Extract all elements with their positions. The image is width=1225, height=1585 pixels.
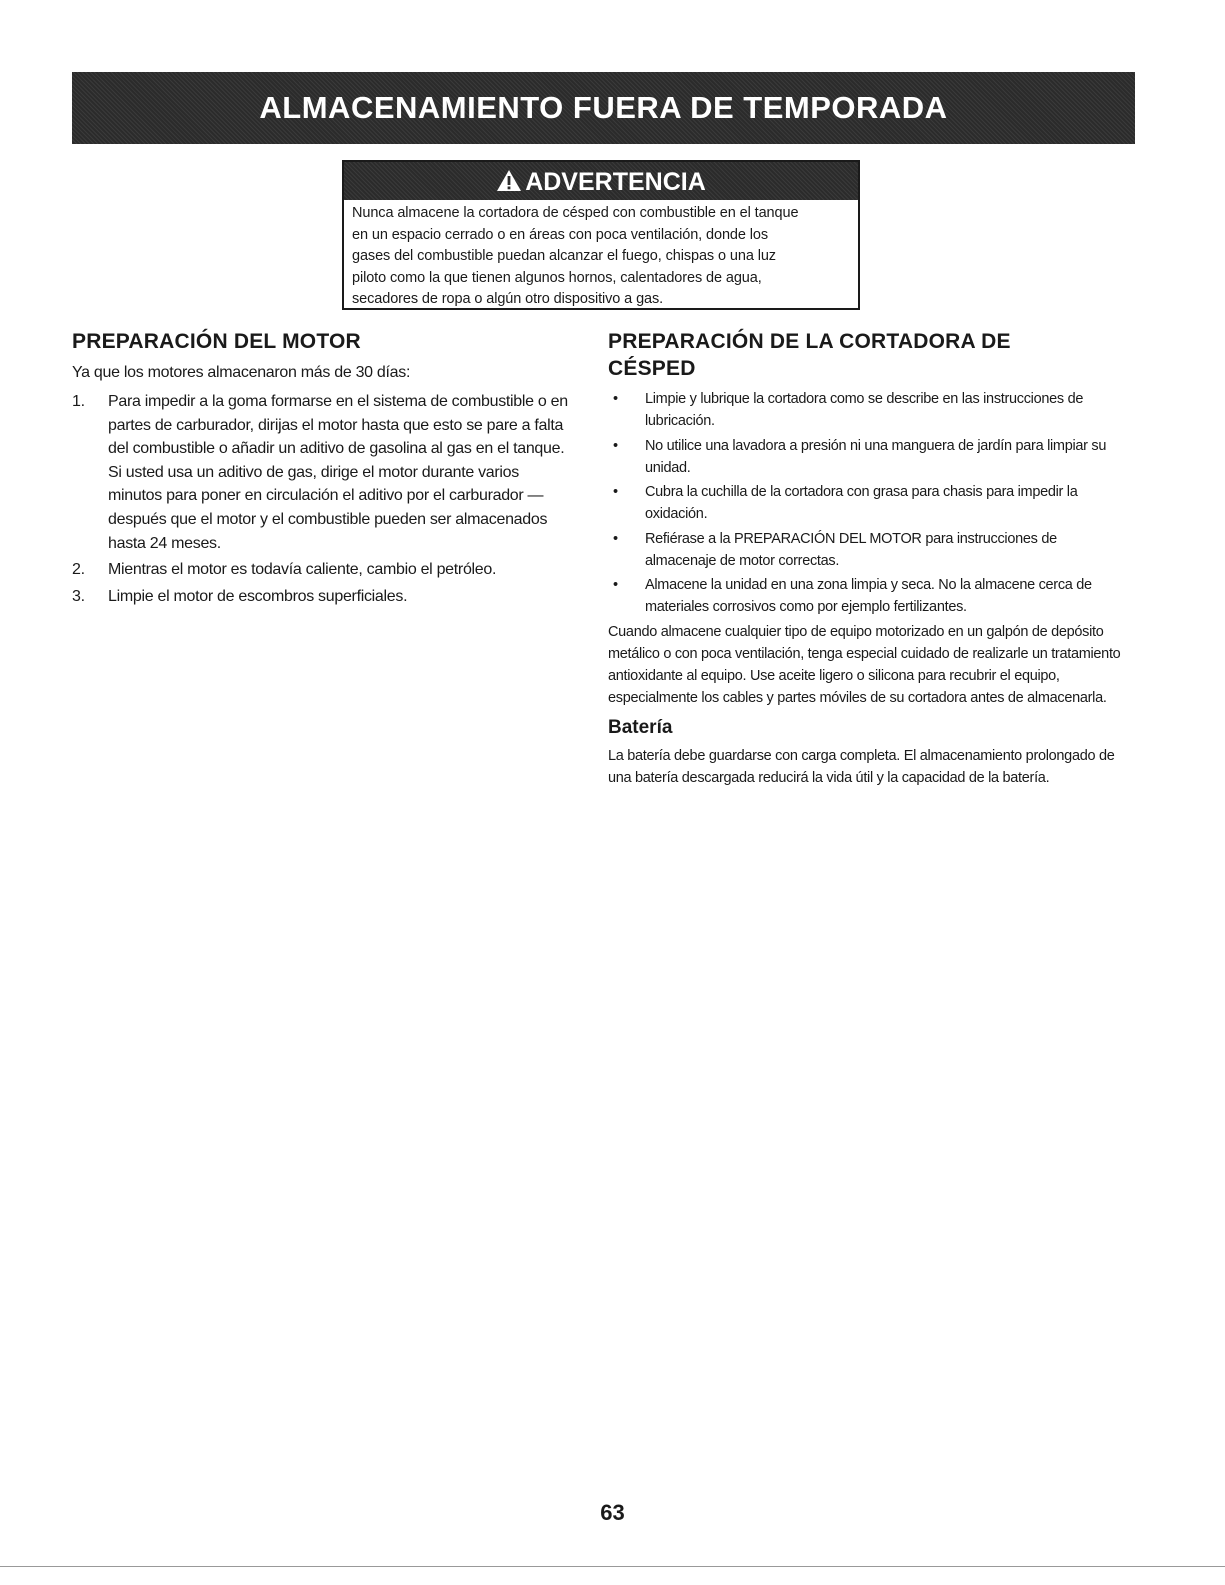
warning-triangle-icon <box>496 164 522 204</box>
list-item <box>608 435 1128 479</box>
warning-line: piloto como la que tienen algunos hornos, calentadores de agua, <box>352 269 762 286</box>
list-item <box>608 481 1128 525</box>
mower-section <box>608 328 1128 789</box>
bullet-icon: • <box>613 530 618 547</box>
bullet-text: Limpie y lubrique la cortadora como se describe en las instrucciones de lubricación. <box>645 391 1084 429</box>
bullet-text: Refiérase a la PREPARACIÓN DEL MOTOR para instrucciones de almacenaje de motor correctas. <box>645 530 1057 569</box>
bullet-icon: • <box>613 577 618 593</box>
motor-heading: PREPARACIÓN DEL MOTOR <box>72 330 361 353</box>
step-number: 1. <box>72 393 85 410</box>
warning-box <box>342 160 860 310</box>
warning-line: en un espacio cerrado o en áreas con poca ventilación, donde los <box>352 226 768 243</box>
bullet-icon: • <box>613 391 618 407</box>
bullet-icon: • <box>613 484 618 500</box>
list-item <box>72 558 572 582</box>
bullet-text: No utilice una lavadora a presión ni una manguera de jardín para limpiar su unidad. <box>645 437 1107 476</box>
mower-bullets <box>608 388 1128 618</box>
storage-paragraph: Cuando almacene cualquier tipo de equipo motorizado en un galpón de depósito metálico o con poca ventilación, tenga especial cuidado de realizarle un tratamiento antioxidante al equipo. Use aceite ligero o silicona para recubrir el equipo, especialmente los cables y partes móviles de su cortadora antes de almacenarla. <box>608 623 1121 706</box>
mower-heading <box>608 328 1128 382</box>
page-number: 63 <box>600 1500 625 1525</box>
list-item <box>608 574 1128 618</box>
battery-text: La batería debe guardarse con carga completa. El almacenamiento prolongado de una batería descargada reducirá la vida útil y la capacidad de la batería. <box>608 747 1115 786</box>
step-text: Para impedir a la goma formarse en el sistema de combustible o en partes de carburador, dirijas el motor hasta que esto se pare a falta del combustible o añadir un aditivo de gasolina al gas en el tanque. Si usted usa un aditivo de gas, dirige el motor durante varios minutos para poner en circulación el aditivo por el carburador — después que el motor y el combustible pueden ser almacenados hasta 24 meses. <box>108 393 568 552</box>
list-item <box>608 388 1128 432</box>
mower-heading-line2: CÉSPED <box>608 357 696 380</box>
step-text: Mientras el motor es todavía caliente, cambio el petróleo. <box>108 561 497 579</box>
section-banner <box>72 72 1135 144</box>
list-item <box>72 390 572 555</box>
motor-steps <box>72 390 572 608</box>
step-text: Limpie el motor de escombros superficiales. <box>108 587 408 605</box>
mower-heading-line1: PREPARACIÓN DE LA CORTADORA DE <box>608 330 1011 353</box>
warning-line: secadores de ropa o algún otro dispositivo a gas. <box>352 291 664 308</box>
battery-heading: Batería <box>608 716 673 738</box>
step-number: 3. <box>72 587 85 605</box>
bullet-text: Almacene la unidad en una zona limpia y seca. No la almacene cerca de materiales corrosivos como por ejemplo fertilizantes. <box>645 577 1092 615</box>
warning-line: gases del combustible puedan alcanzar el fuego, chispas o una luz <box>352 248 776 265</box>
bullet-icon: • <box>613 437 618 454</box>
bottom-rule <box>0 1566 1225 1567</box>
warning-heading: ADVERTENCIA <box>525 168 706 196</box>
list-item <box>608 528 1128 572</box>
warning-text <box>344 200 858 311</box>
motor-intro: Ya que los motores almacenaron más de 30 días: <box>72 364 411 381</box>
list-item <box>72 585 572 609</box>
warning-header <box>344 162 858 200</box>
motor-section <box>72 328 572 611</box>
warning-line: Nunca almacene la cortadora de césped con combustible en el tanque <box>352 205 799 221</box>
step-number: 2. <box>72 561 85 579</box>
bullet-text: Cubra la cuchilla de la cortadora con grasa para chasis para impedir la oxidación. <box>645 484 1078 522</box>
banner-title: ALMACENAMIENTO FUERA DE TEMPORADA <box>259 90 948 125</box>
